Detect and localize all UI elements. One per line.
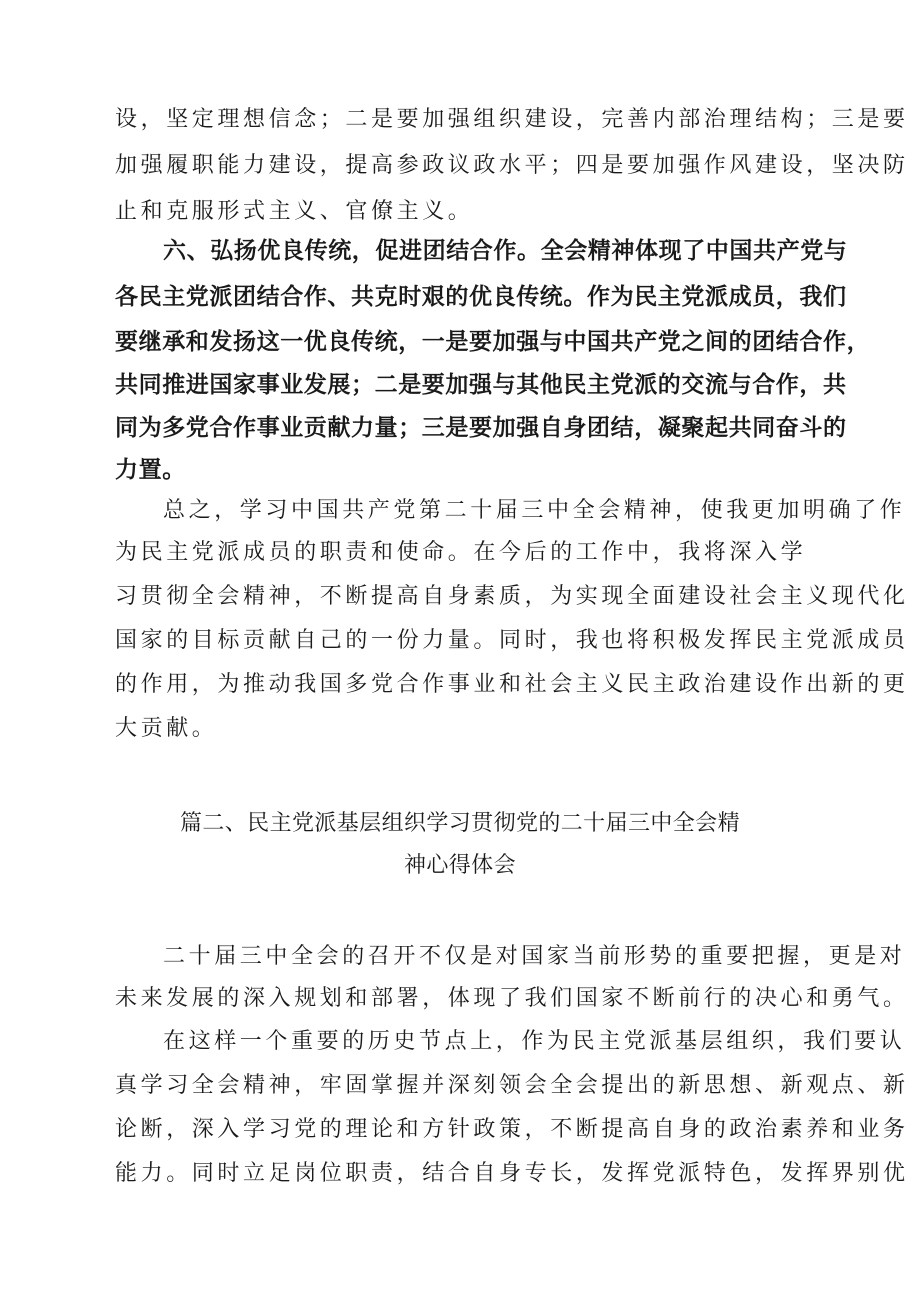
text-line: 国家的目标贡献自己的一份力量。同时，我也将积极发挥民主党派成员 — [115, 628, 909, 653]
text-line: 为民主党派成员的职责和使命。在今后的工作中，我将深入学 — [115, 540, 807, 565]
text-line: 在这样一个重要的历史节点上，作为民主党派基层组织，我们要认 — [163, 1029, 906, 1054]
text-line: 同为多党合作事业贡献力量；三是要加强自身团结，凝聚起共同奋斗的 — [115, 415, 847, 441]
text-line: 各民主党派团结合作、共克时艰的优良传统。作为民主党派成员，我们 — [115, 284, 847, 310]
text-line: 的作用，为推动我国多党合作事业和社会主义民主政治建设作出新的更 — [115, 672, 909, 697]
text-line: 习贯彻全会精神，不断提高自身素质，为实现全面建设社会主义现代化 — [115, 584, 909, 609]
section-heading-line: 六、弘扬优良传统，促进团结合作。全会精神体现了中国共产党与 — [163, 238, 848, 264]
text-line: 要继承和发扬这一优良传统，一是要加强与中国共产党之间的团结合作， — [115, 329, 871, 355]
text-line: 未来发展的深入规划和部署，体现了我们国家不断前行的决心和勇气。 — [115, 986, 909, 1011]
article-title: 篇二、民主党派基层组织学习贯彻党的二十届三中全会精 — [179, 811, 740, 836]
text-line: 大贡献。 — [115, 716, 218, 741]
text-line: 设，坚定理想信念；二是要加强组织建设，完善内部治理结构；三是要 — [115, 107, 909, 132]
text-line: 能力。同时立足岗位职责，结合自身专长，发挥党派特色，发挥界别优 — [115, 1161, 909, 1186]
text-line: 二十届三中全会的召开不仅是对国家当前形势的重要把握，更是对 — [163, 944, 906, 969]
text-line: 共同推进国家事业发展；二是要加强与其他民主党派的交流与合作，共 — [115, 372, 847, 398]
text-line: 真学习全会精神，牢固掌握并深刻领会全会提出的新思想、新观点、新 — [115, 1073, 909, 1098]
text-line: 总之，学习中国共产党第二十届三中全会精神，使我更加明确了作 — [163, 498, 906, 523]
text-line: 论断，深入学习党的理论和方针政策，不断提高自身的政治素养和业务 — [115, 1117, 909, 1142]
text-line: 止和克服形式主义、官僚主义。 — [115, 199, 474, 224]
text-line: 加强履职能力建设，提高参政议政水平；四是要加强作风建设，坚决防 — [115, 153, 909, 178]
article-title-continued: 神心得体会 — [403, 853, 516, 878]
text-line: 力置。 — [115, 457, 186, 483]
